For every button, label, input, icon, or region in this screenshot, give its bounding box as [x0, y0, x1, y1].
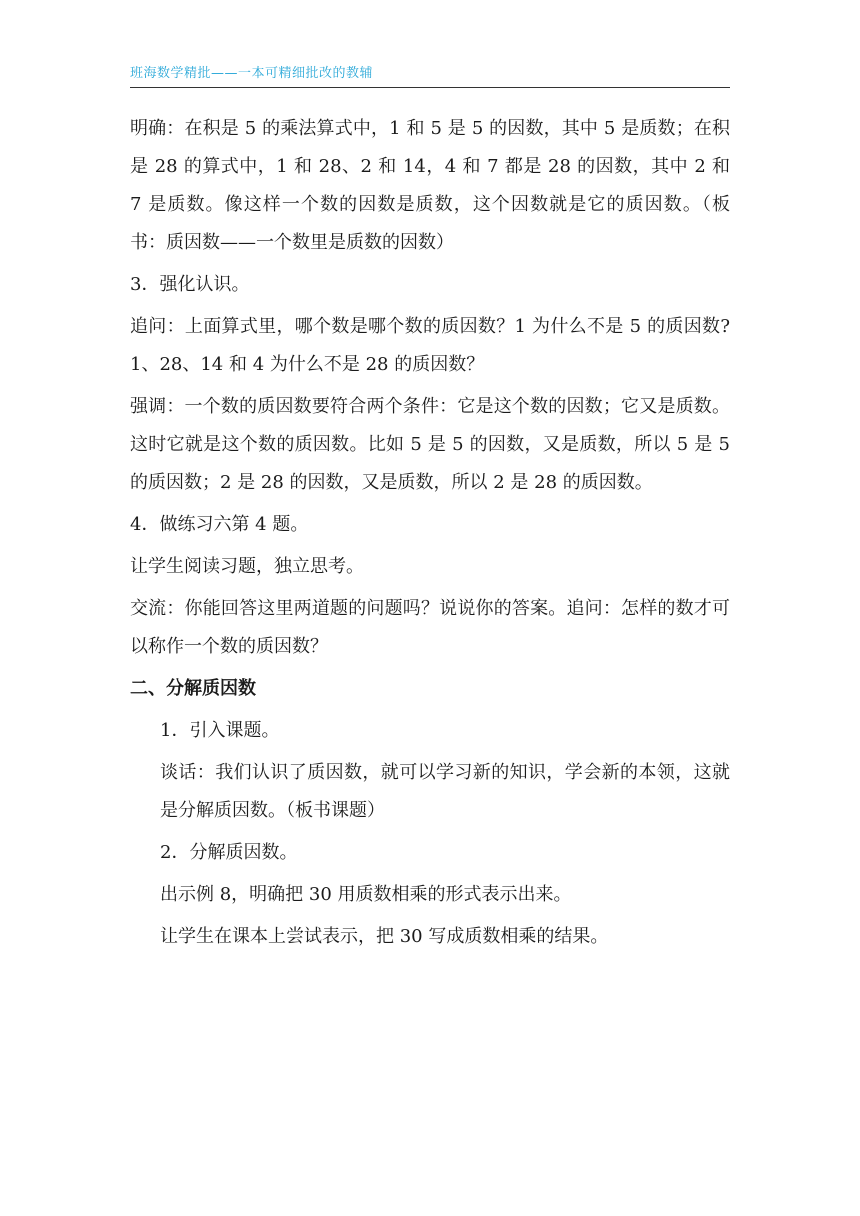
paragraph-clarify: 明确：在积是 5 的乘法算式中，1 和 5 是 5 的因数，其中 5 是质数；在积是 28 的算式中，1 和 28、2 和 14，4 和 7 都是 28 的因数，其中 2 和 7 是质数。像这样一个数的因数是质数，这个因数就是它的质因数。（板书：质因数——一个数里是质数的因数）: [130, 118, 730, 253]
paragraph-factorize: 2．分解质因数。: [160, 842, 298, 863]
paragraph-talk: 谈话：我们认识了质因数，就可以学习新的知识，学会新的本领，这就是分解质因数。（板书课题）: [160, 762, 730, 821]
paragraph-introduce: 1．引入课题。: [160, 720, 280, 741]
paragraph-step-3: 3．强化认识。: [130, 274, 250, 295]
paragraph-discuss: 交流：你能回答这里两道题的问题吗？说说你的答案。追问：怎样的数才可以称作一个数的质因数？: [130, 598, 730, 657]
paragraph-example: 出示例 8，明确把 30 用质数相乘的形式表示出来。: [160, 884, 572, 905]
paragraph-read: 让学生阅读习题，独立思考。: [130, 556, 364, 577]
paragraph-emphasis: 强调：一个数的质因数要符合两个条件：它是这个数的因数；它又是质数。这时它就是这个数的质因数。比如 5 是 5 的因数，又是质数，所以 5 是 5 的质因数；2 是 28 的因数，又是质数，所以 2 是 28 的质因数。: [130, 396, 730, 493]
paragraph-question: 追问：上面算式里，哪个数是哪个数的质因数？1 为什么不是 5 的质因数?1、28、14 和 4 为什么不是 28 的质因数？: [130, 316, 730, 375]
page-header: [130, 62, 730, 88]
document-body: [130, 110, 730, 956]
section-heading: 二、分解质因数: [130, 678, 256, 699]
header-title: 班海数学精批——一本可精细批改的教辅: [130, 66, 374, 81]
paragraph-step-4: 4．做练习六第 4 题。: [130, 514, 309, 535]
paragraph-try: 让学生在课本上尝试表示，把 30 写成质数相乘的结果。: [160, 926, 609, 947]
